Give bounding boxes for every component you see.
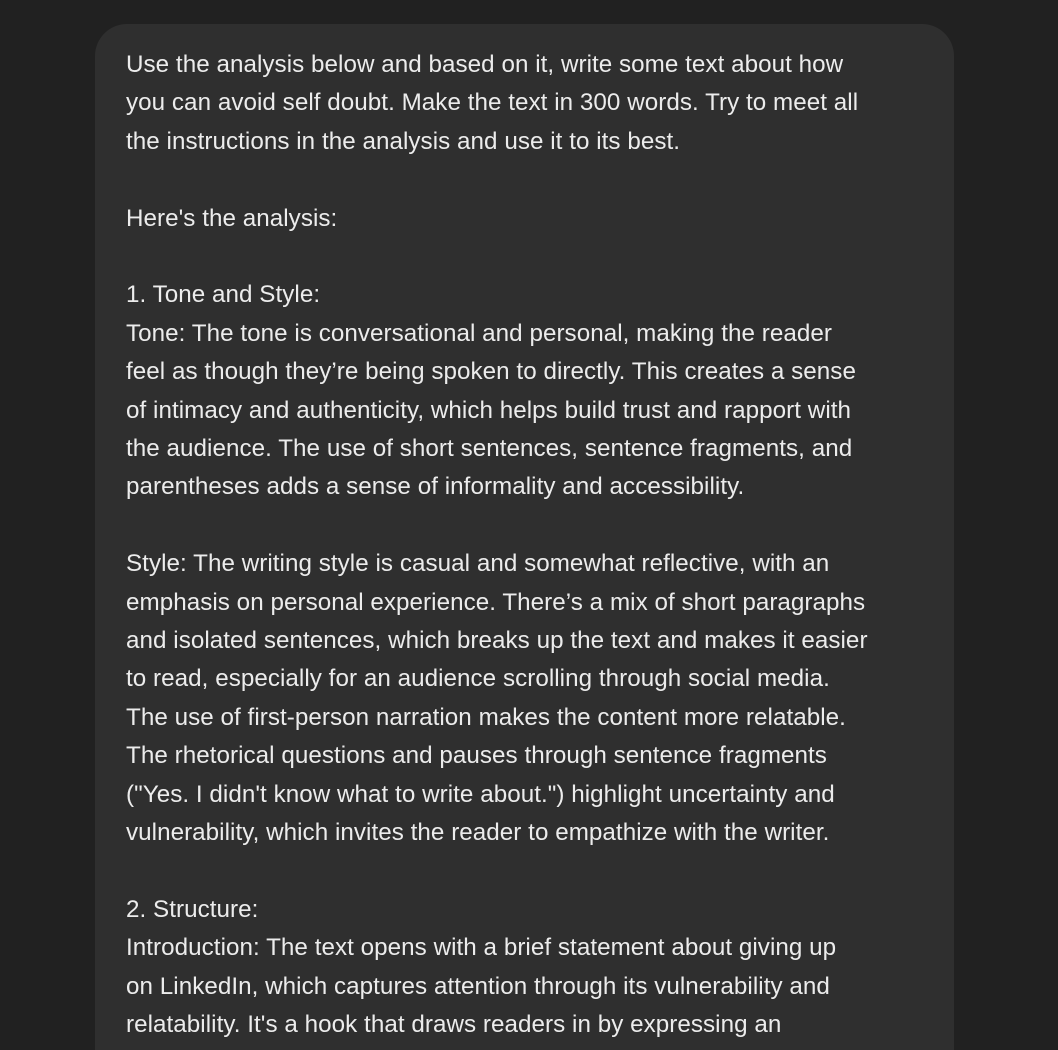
message-line: Use the analysis below and based on it, write some text about how bbox=[126, 51, 844, 78]
user-message-text bbox=[126, 46, 923, 1045]
user-message-bubble bbox=[95, 24, 954, 1050]
message-line: of intimacy and authenticity, which helps build trust and rapport with bbox=[126, 396, 852, 424]
blank-line bbox=[126, 507, 923, 545]
blank-line bbox=[126, 238, 923, 276]
message-line: and isolated sentences, which breaks up the text and makes it easier bbox=[126, 627, 868, 655]
message-line: feel as though they’re being spoken to directly. This creates a sense bbox=[126, 358, 856, 386]
message-line: Tone: The tone is conversational and personal, making the reader bbox=[126, 319, 832, 347]
message-line: relatability. It's a hook that draws readers in by expressing an bbox=[126, 1011, 782, 1039]
message-line: the audience. The use of short sentences, sentence fragments, and bbox=[126, 435, 853, 463]
message-line: The use of first-person narration makes the content more relatable. bbox=[126, 703, 846, 731]
message-line: 1. Tone and Style: bbox=[126, 281, 321, 309]
blank-line bbox=[126, 852, 923, 890]
message-line: 2. Structure: bbox=[126, 895, 259, 923]
message-line: vulnerability, which invites the reader to empathize with the writer. bbox=[126, 819, 830, 847]
message-line: Here's the analysis: bbox=[126, 204, 338, 232]
message-line: to read, especially for an audience scrolling through social media. bbox=[126, 665, 830, 693]
message-line: parentheses adds a sense of informality and accessibility. bbox=[126, 473, 745, 501]
message-line: on LinkedIn, which captures attention through its vulnerability and bbox=[126, 972, 830, 1000]
message-line: The rhetorical questions and pauses through sentence fragments bbox=[126, 742, 827, 770]
message-line: ("Yes. I didn't know what to write about.") highlight uncertainty and bbox=[126, 780, 835, 808]
blank-line bbox=[126, 161, 923, 199]
message-line: the instructions in the analysis and use it to its best. bbox=[126, 127, 681, 155]
message-line: Style: The writing style is casual and somewhat reflective, with an bbox=[126, 550, 830, 578]
message-line: you can avoid self doubt. Make the text in 300 words. Try to meet all bbox=[126, 89, 859, 117]
message-line: Introduction: The text opens with a brief statement about giving up bbox=[126, 934, 837, 962]
message-line: emphasis on personal experience. There’s a mix of short paragraphs bbox=[126, 588, 866, 616]
